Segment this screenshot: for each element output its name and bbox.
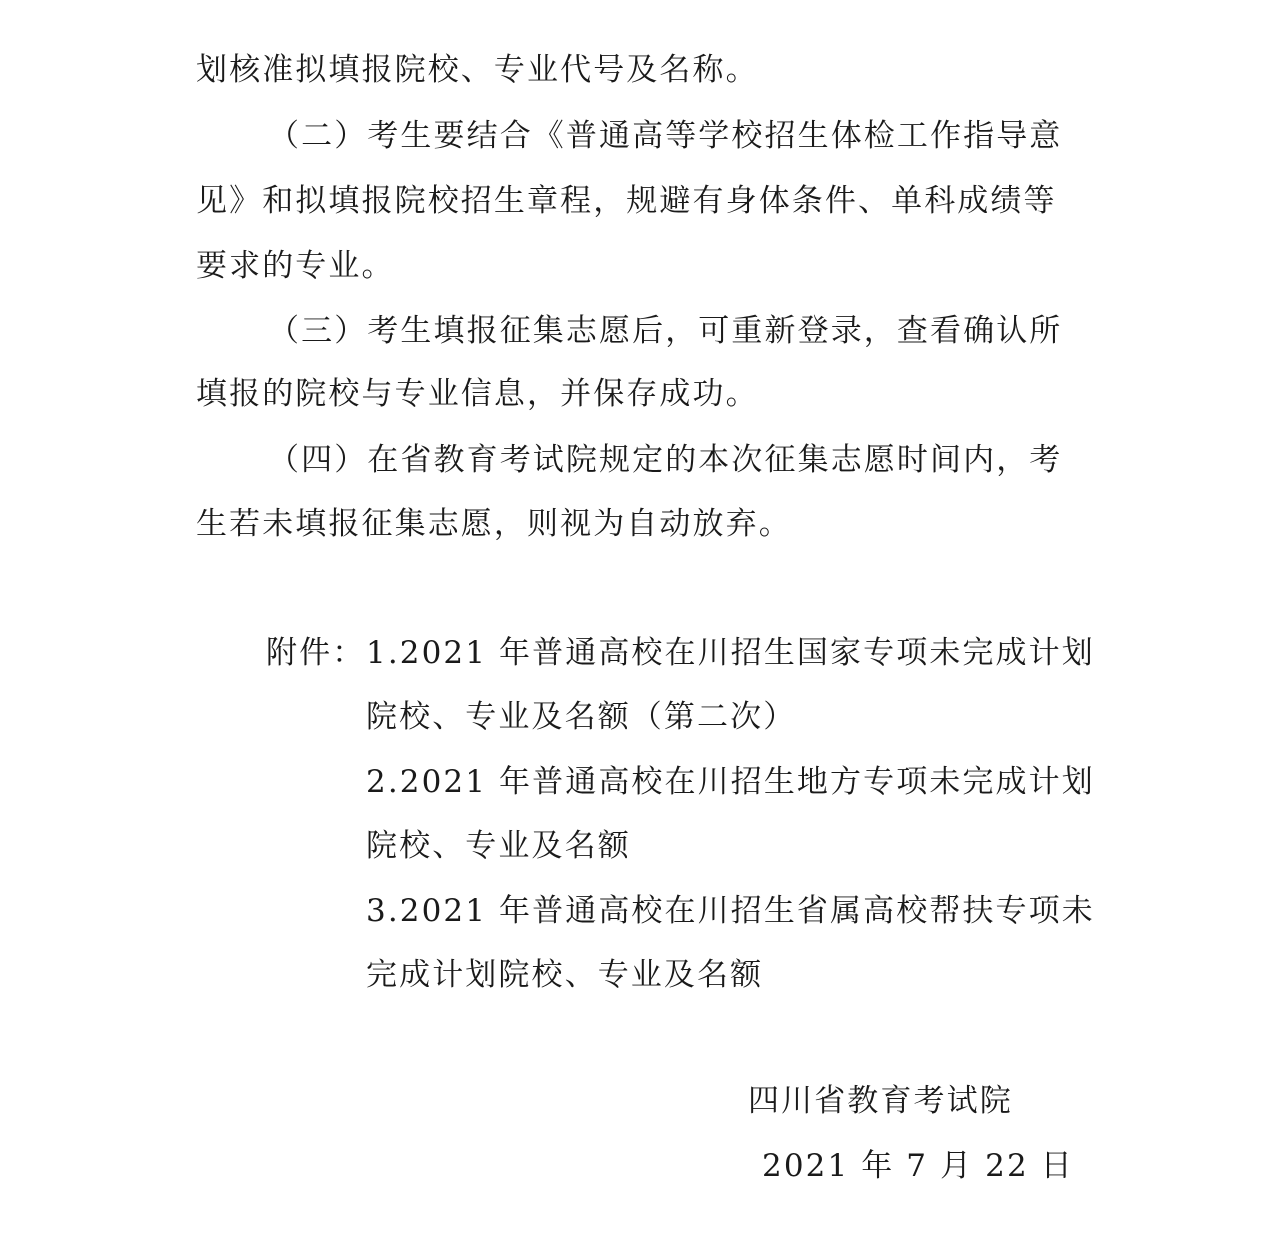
- paragraph-2-line-1: （二）考生要结合《普通高等学校招生体检工作指导意: [268, 118, 1063, 154]
- issuing-organization: 四川省教育考试院: [748, 1083, 1013, 1119]
- attachment-3-line-2: 完成计划院校、专业及名额: [366, 957, 764, 993]
- attachment-2-line-1: 2.2021 年普通高校在川招生地方专项未完成计划: [366, 764, 1095, 800]
- paragraph-3-line-1: （三）考生填报征集志愿后，可重新登录，查看确认所: [268, 313, 1063, 349]
- paragraph-4-line-2: 生若未填报征集志愿，则视为自动放弃。: [196, 506, 792, 542]
- issue-date: 2021 年 7 月 22 日: [762, 1148, 1074, 1184]
- attachment-1-line-2: 院校、专业及名额（第二次）: [366, 699, 797, 735]
- attachment-3-line-1: 3.2021 年普通高校在川招生省属高校帮扶专项未: [366, 893, 1095, 929]
- paragraph-4-line-1: （四）在省教育考试院规定的本次征集志愿时间内，考: [268, 442, 1063, 478]
- paragraph-2-line-2: 见》和拟填报院校招生章程，规避有身体条件、单科成绩等: [196, 183, 1057, 219]
- paragraph-3-line-2: 填报的院校与专业信息，并保存成功。: [196, 376, 759, 412]
- paragraph-2-line-3: 要求的专业。: [196, 248, 395, 284]
- attachments-label: 附件：: [266, 635, 366, 671]
- paragraph-1-tail: 划核准拟填报院校、专业代号及名称。: [196, 52, 759, 88]
- attachment-2-line-2: 院校、专业及名额: [366, 828, 631, 864]
- attachment-1-line-1: 1.2021 年普通高校在川招生国家专项未完成计划: [366, 635, 1095, 671]
